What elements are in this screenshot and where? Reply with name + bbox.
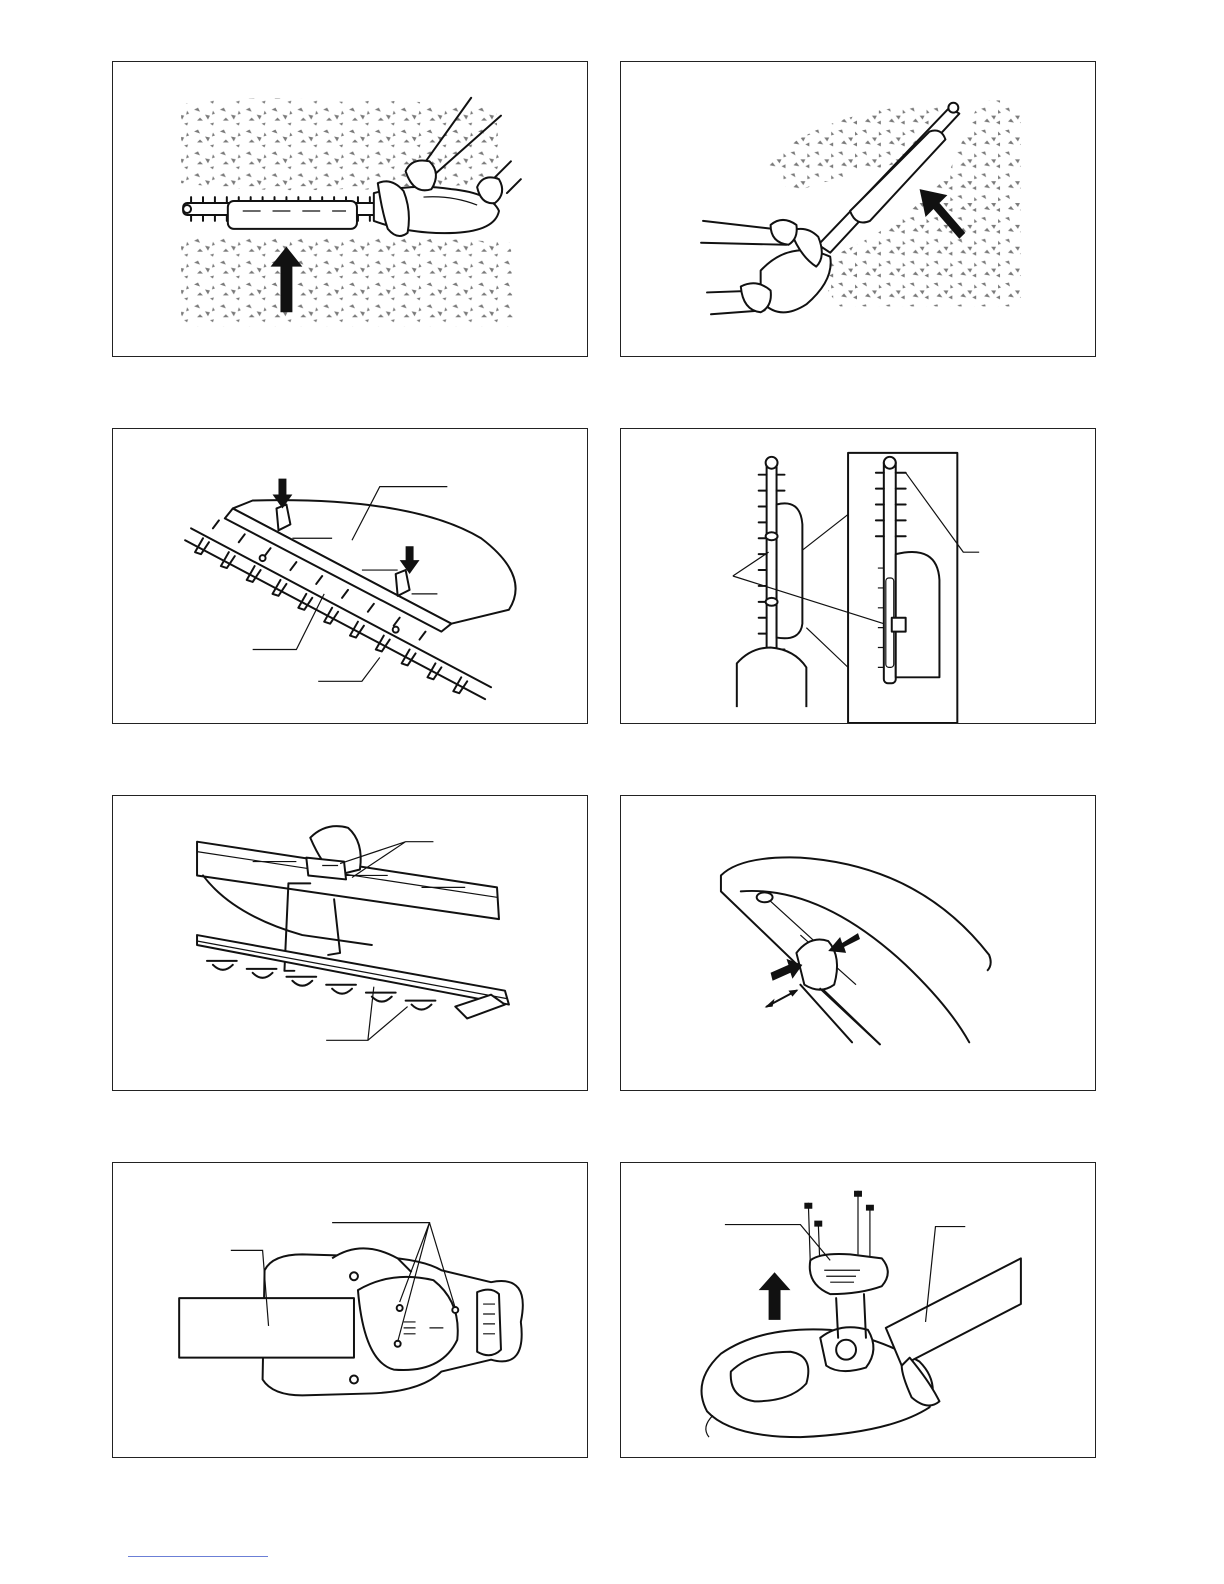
figure-4 [620, 428, 1096, 724]
callout-leader-cover [725, 1225, 830, 1261]
figure-3-drawing [113, 429, 587, 723]
figure-8 [620, 1162, 1096, 1458]
figure-4-drawing [621, 429, 1095, 723]
figure-7-drawing [113, 1163, 587, 1457]
callout-leader-rails [326, 987, 407, 1041]
hedge-upper [181, 98, 501, 190]
figure-5 [112, 795, 588, 1091]
figure-3 [112, 428, 588, 724]
figure-5-drawing [113, 796, 587, 1090]
figure-8-drawing [621, 1163, 1095, 1457]
figure-6 [620, 795, 1096, 1091]
figure-7 [112, 1162, 588, 1458]
figure-6-drawing [621, 796, 1095, 1090]
figure-1 [112, 61, 588, 357]
figure-1-drawing [113, 62, 587, 356]
callout-leader-blade [253, 594, 325, 650]
figure-2-drawing [621, 62, 1095, 356]
figure-2 [620, 61, 1096, 357]
hedge-lower [181, 236, 513, 326]
direction-arrow [759, 1272, 791, 1320]
footer-rule [128, 1556, 268, 1557]
callout-leader-teeth [318, 657, 380, 681]
